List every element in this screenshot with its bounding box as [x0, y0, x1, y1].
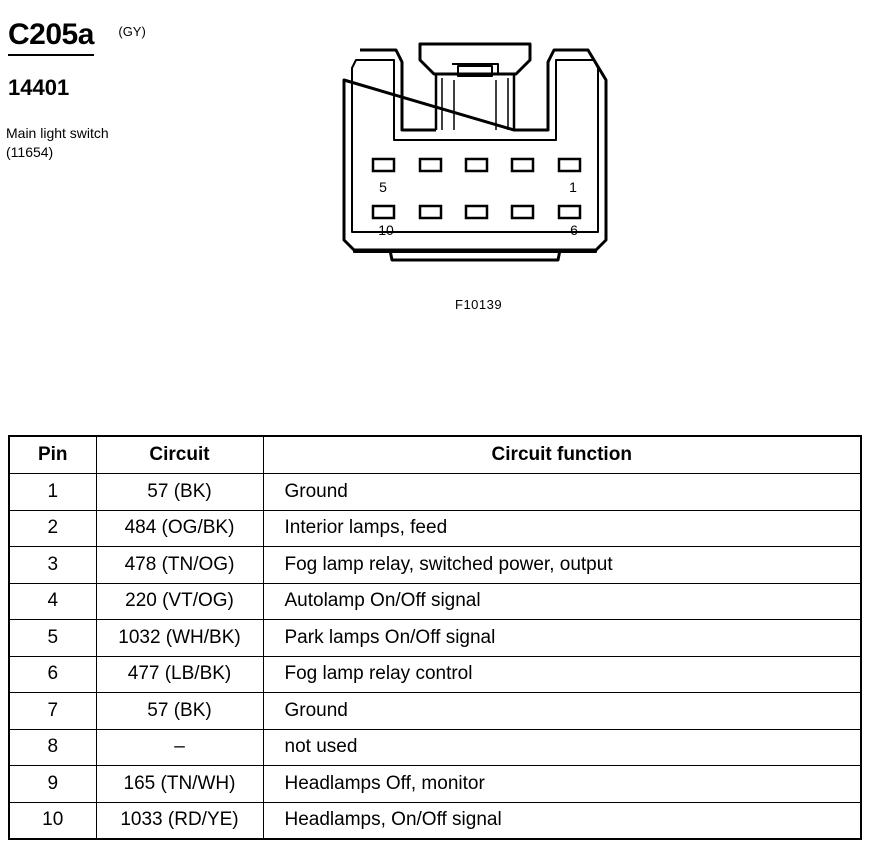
- circuit-cell: 477 (LB/BK): [96, 656, 263, 693]
- pin-table: [8, 435, 862, 840]
- pin-cavity-4: [420, 159, 441, 171]
- circuit-cell: 478 (TN/OG): [96, 547, 263, 584]
- component-description: [6, 124, 109, 162]
- title-block: [8, 18, 146, 56]
- pin-cell: 10: [9, 802, 96, 839]
- pin-cavity-3: [466, 159, 487, 171]
- connector-body-outline: [344, 50, 606, 250]
- function-cell: Headlamps Off, monitor: [263, 766, 861, 803]
- pin-cell: 4: [9, 583, 96, 620]
- connector-id: C205a: [8, 18, 94, 56]
- pin-label-10: 10: [378, 222, 394, 238]
- circuit-cell: 1032 (WH/BK): [96, 620, 263, 657]
- function-cell: Fog lamp relay, switched power, output: [263, 547, 861, 584]
- function-cell: Ground: [263, 474, 861, 511]
- function-cell: Park lamps On/Off signal: [263, 620, 861, 657]
- table-row: [9, 583, 861, 620]
- pin-cell: 6: [9, 656, 96, 693]
- table-row: [9, 766, 861, 803]
- pin-cavity-9: [420, 206, 441, 218]
- circuit-cell: 57 (BK): [96, 693, 263, 730]
- circuit-cell: 165 (TN/WH): [96, 766, 263, 803]
- pin-cavity-6: [559, 206, 580, 218]
- figure-id: F10139: [455, 297, 503, 312]
- pin-cell: 5: [9, 620, 96, 657]
- pin-cell: 1: [9, 474, 96, 511]
- header-circuit: Circuit: [96, 436, 263, 474]
- pin-cavity-10: [373, 206, 394, 218]
- table-row: [9, 620, 861, 657]
- pin-cavity-5: [373, 159, 394, 171]
- circuit-cell: 484 (OG/BK): [96, 510, 263, 547]
- table-row: [9, 547, 861, 584]
- circuit-cell: 57 (BK): [96, 474, 263, 511]
- pin-table-header: [9, 436, 861, 474]
- circuit-cell: 1033 (RD/YE): [96, 802, 263, 839]
- pin-cell: 8: [9, 729, 96, 766]
- table-row: [9, 474, 861, 511]
- table-row: [9, 802, 861, 839]
- function-cell: Autolamp On/Off signal: [263, 583, 861, 620]
- function-cell: Fog lamp relay control: [263, 656, 861, 693]
- table-row: [9, 510, 861, 547]
- header-pin: Pin: [9, 436, 96, 474]
- pin-label-1: 1: [569, 179, 577, 195]
- function-cell: Interior lamps, feed: [263, 510, 861, 547]
- part-number: 14401: [8, 75, 70, 100]
- pin-cavity-1: [559, 159, 580, 171]
- pin-cavity-2: [512, 159, 533, 171]
- pin-cell: 3: [9, 547, 96, 584]
- pin-cavity-7: [512, 206, 533, 218]
- circuit-cell: –: [96, 729, 263, 766]
- circuit-cell: 220 (VT/OG): [96, 583, 263, 620]
- pin-cell: 9: [9, 766, 96, 803]
- pin-cavities: [373, 159, 580, 218]
- description-line-1: Main light switch: [6, 125, 109, 141]
- connector-face-diagram: [330, 40, 620, 268]
- description-line-2: (11654): [6, 144, 54, 160]
- table-row: [9, 693, 861, 730]
- pin-label-6: 6: [570, 222, 578, 238]
- connector-color-code: (GY): [118, 24, 146, 39]
- pin-label-5: 5: [379, 179, 387, 195]
- table-row: [9, 729, 861, 766]
- function-cell: Headlamps, On/Off signal: [263, 802, 861, 839]
- connector-latch: [420, 44, 530, 74]
- pin-cell: 2: [9, 510, 96, 547]
- function-cell: not used: [263, 729, 861, 766]
- function-cell: Ground: [263, 693, 861, 730]
- pin-cavity-8: [466, 206, 487, 218]
- table-row: [9, 656, 861, 693]
- pin-cell: 7: [9, 693, 96, 730]
- header-circuit-function: Circuit function: [263, 436, 861, 474]
